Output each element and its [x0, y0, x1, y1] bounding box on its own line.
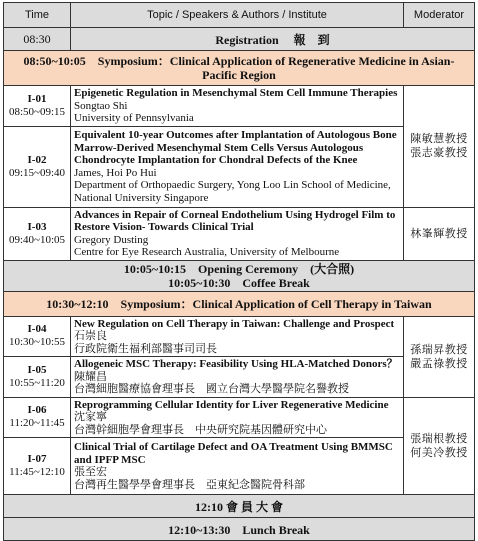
moderator-column-header: Moderator — [404, 3, 475, 28]
talk-institute: University of Pennsylvania — [74, 112, 194, 124]
talk-title: New Regulation on Cell Therapy in Taiwan: Challenge and Prospect — [74, 317, 395, 330]
talk-institute: 台灣再生醫學學會理事長 亞東紀念醫院骨科部 — [74, 478, 305, 491]
table-row — [4, 397, 475, 438]
registration-label: Registration 報 到 — [71, 28, 475, 51]
talk-institute: 台灣幹細胞學會理事長 中央研究院基因體研究中心 — [74, 423, 327, 436]
session-1-header: 08:50~10:05 Symposium：Clinical Application of Regenerative Medicine in Asian-Pacific Region — [4, 51, 475, 86]
session-header-row — [4, 51, 475, 86]
talk-details-cell — [71, 316, 404, 357]
talk-time: 09:40~10:05 — [8, 233, 66, 246]
talk-details-cell — [71, 86, 404, 127]
registration-row — [4, 28, 475, 51]
talk-institute: 台灣細胞醫療協會理事長 國立台灣大學醫學院名譽教授 — [74, 383, 349, 395]
table-row — [4, 316, 475, 357]
talk-speaker: 石崇良 — [74, 330, 107, 342]
talk-title: Reprogramming Cellular Identity for Liver Regenerative Medicine — [74, 398, 389, 411]
talk-code: I-02 — [27, 153, 47, 166]
talk-code: I-07 — [27, 453, 47, 465]
talk-speaker: Gregory Dusting — [74, 233, 149, 246]
talk-details-cell — [71, 357, 404, 398]
lunch-row — [4, 518, 475, 541]
talk-details-cell — [71, 438, 404, 495]
moderators-cell: 孫瑞昇教授 嚴孟祿教授 — [404, 316, 475, 397]
moderators-cell: 林峯輝教授 — [404, 207, 475, 260]
time-column-header: Time — [4, 3, 71, 28]
talk-details-cell — [71, 207, 404, 260]
talk-details-cell — [71, 126, 404, 207]
talk-time-cell — [4, 207, 71, 260]
talk-time-cell — [4, 316, 71, 357]
talk-time: 09:15~09:40 — [8, 166, 66, 179]
talk-time: 11:45~12:10 — [9, 466, 65, 478]
moderators-cell: 陳敏慧教授 張志豪教授 — [404, 86, 475, 208]
topic-column-header: Topic / Speakers & Authors / Institute — [71, 3, 404, 28]
talk-title: Epigenetic Regulation in Mesenchymal Stem Cell Immune Therapies — [74, 87, 398, 99]
talk-time: 08:50~09:15 — [8, 105, 66, 118]
assembly-cell: 12:10 會 員 大 會 — [4, 495, 475, 518]
table-header-row — [4, 3, 475, 28]
talk-title: Clinical Trial of Cartilage Defect and OA Treatment Using BMMSC and IPFP MSC — [74, 441, 393, 466]
talk-title: Equivalent 10-year Outcomes after Implantation of Autologous Bone Marrow-Derived Mesenchymal Stem Cells Versus Autologous Chondrocyte Implantation for Chondral Defects of the Knee — [74, 129, 397, 166]
talk-code: I-03 — [27, 220, 47, 233]
talk-speaker: 張至宏 — [74, 466, 107, 478]
talk-time-cell — [4, 86, 71, 127]
talk-speaker: 沈家寧 — [74, 411, 107, 423]
talk-code: I-04 — [27, 323, 47, 336]
talk-time-cell — [4, 397, 71, 438]
talk-institute: 行政院衛生福利部醫事司司長 — [74, 342, 217, 355]
talk-code: I-05 — [27, 363, 47, 376]
talk-time-cell — [4, 438, 71, 495]
ceremony-row — [4, 260, 475, 291]
talk-title: Allogeneic MSC Therapy: Feasibility Using HLA-Matched Donors？ — [74, 358, 398, 370]
schedule-table-wrapper — [3, 2, 474, 541]
coffee-break-line: 10:05~10:30 Coffee Break — [168, 275, 310, 290]
lunch-cell: 12:10~13:30 Lunch Break — [4, 518, 475, 541]
talk-time-cell — [4, 126, 71, 207]
ceremony-cell — [4, 260, 475, 291]
talk-code: I-06 — [27, 404, 47, 417]
talk-speaker: 陳耀昌 — [74, 370, 107, 383]
talk-time: 10:55~11:20 — [9, 376, 65, 389]
talk-institute: Centre for Eye Research Australia, University of Melbourne — [74, 246, 340, 258]
moderators-cell: 張瑞根教授 何美冷教授 — [404, 397, 475, 495]
talk-time: 10:30~10:55 — [8, 336, 66, 349]
opening-ceremony-line: 10:05~10:15 Opening Ceremony (大合照) — [123, 261, 355, 276]
talk-details-cell — [71, 397, 404, 438]
session-header-row — [4, 291, 475, 316]
talk-time: 11:20~11:45 — [9, 417, 65, 430]
table-row — [4, 86, 475, 127]
talk-speaker: Songtao Shi — [74, 99, 128, 112]
talk-time-cell — [4, 357, 71, 398]
session-2-header: 10:30~12:10 Symposium：Clinical Application of Cell Therapy in Taiwan — [4, 291, 475, 316]
registration-time: 08:30 — [4, 28, 71, 51]
talk-speaker: James, Hoi Po Hui — [74, 166, 157, 179]
assembly-row — [4, 495, 475, 518]
talk-title: Advances in Repair of Corneal Endothelium Using Hydrogel Film to Restore Vision- Towards Clinical Trial — [74, 208, 396, 233]
talk-institute: Department of Orthopaedic Surgery, Yong Loo Lin School of Medicine, National University Singapore — [74, 179, 391, 204]
schedule-table — [3, 2, 475, 541]
talk-code: I-01 — [27, 92, 47, 105]
table-row — [4, 207, 475, 260]
